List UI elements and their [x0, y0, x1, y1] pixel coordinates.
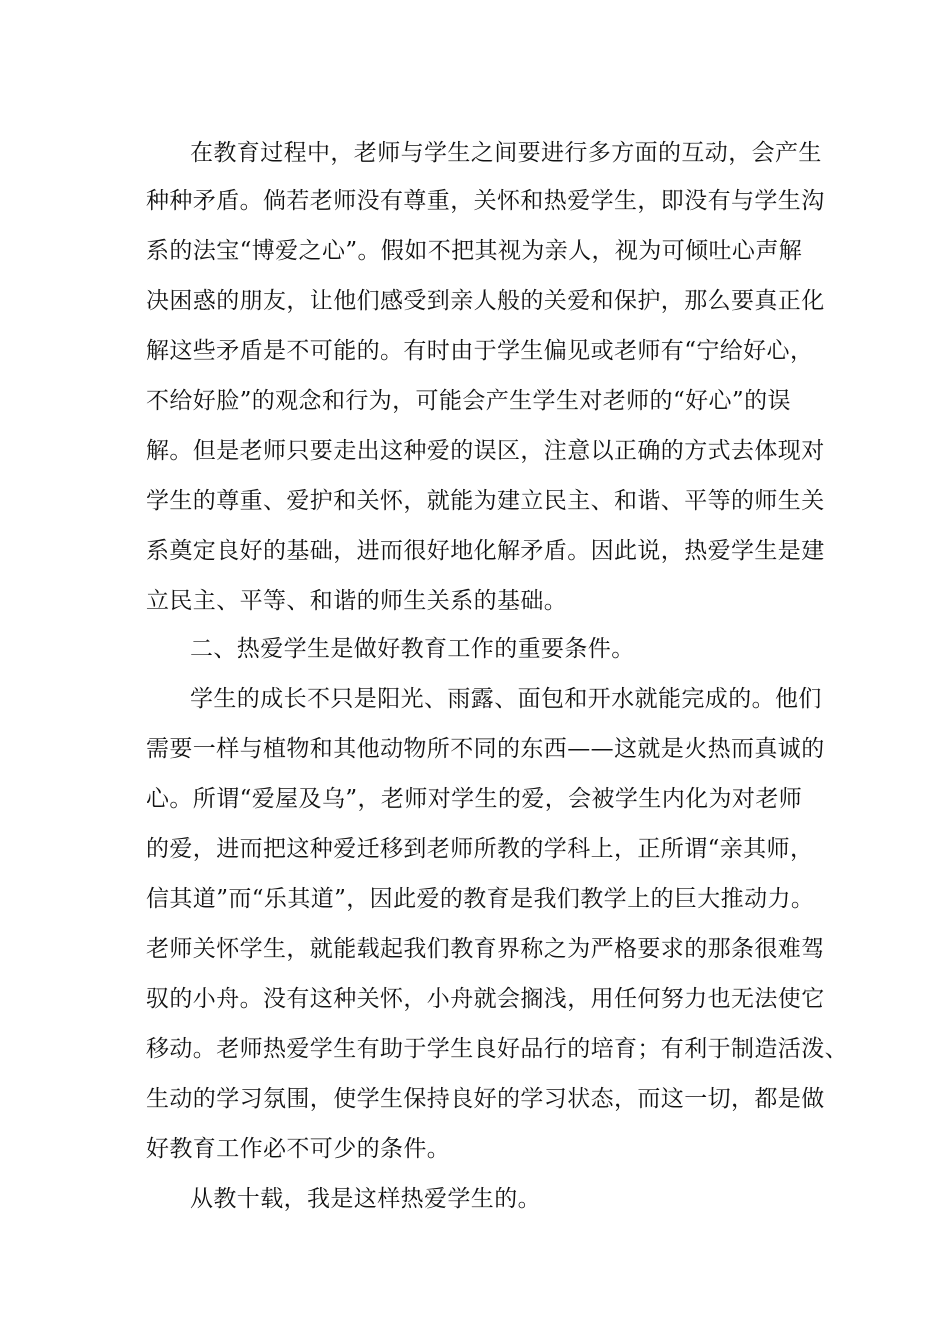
paragraph-2-line-5: 信其道”而“乐其道”，因此爱的教育是我们教学上的巨大推动力。 — [146, 886, 815, 912]
paragraph-1-line-4: 决困惑的朋友，让他们感受到亲人般的关爱和保护，那么要真正化 — [146, 288, 825, 314]
paragraph-1-line-6: 不给好脸”的观念和行为，可能会产生学生对老师的“好心”的误 — [146, 388, 791, 414]
paragraph-2-line-9: 生动的学习氛围，使学生保持良好的学习状态，而这一切，都是做 — [146, 1086, 825, 1112]
paragraph-2-line-4: 的爱，进而把这种爱迁移到老师所教的学科上，正所谓“亲其师， — [146, 836, 814, 862]
paragraph-1-line-9: 系奠定良好的基础，进而很好地化解矛盾。因此说，热爱学生是建 — [146, 538, 825, 564]
paragraph-2-line-1: 学生的成长不只是阳光、雨露、面包和开水就能完成的。他们 — [190, 686, 822, 712]
paragraph-1-line-8: 学生的尊重、爱护和关怀，就能为建立民主、和谐、平等的师生关 — [146, 488, 825, 514]
paragraph-1-line-10: 立民主、平等、和谐的师生关系的基础。 — [146, 588, 568, 614]
paragraph-1-line-5: 解这些矛盾是不可能的。有时由于学生偏见或老师有“宁给好心， — [146, 338, 814, 364]
paragraph-2-line-2: 需要一样与植物和其他动物所不同的东西——这就是火热而真诚的 — [146, 736, 825, 762]
paragraph-1-line-1: 在教育过程中，老师与学生之间要进行多方面的互动，会产生 — [190, 140, 822, 166]
paragraph-2-line-8: 移动。老师热爱学生有助于学生良好品行的培育；有利于制造活泼、 — [146, 1036, 848, 1062]
paragraph-1-line-7: 解。但是老师只要走出这种爱的误区，注意以正确的方式去体现对 — [146, 438, 825, 464]
closing-line: 从教十载，我是这样热爱学生的。 — [190, 1186, 541, 1212]
paragraph-1-line-3: 系的法宝“博爱之心”。假如不把其视为亲人，视为可倾吐心声解 — [146, 238, 803, 264]
paragraph-2-line-10: 好教育工作必不可少的条件。 — [146, 1136, 451, 1162]
paragraph-2-line-6: 老师关怀学生，就能载起我们教育界称之为严格要求的那条很难驾 — [146, 936, 825, 962]
paragraph-2-line-7: 驭的小舟。没有这种关怀，小舟就会搁浅，用任何努力也无法使它 — [146, 986, 825, 1012]
section-heading: 二、热爱学生是做好教育工作的重要条件。 — [190, 636, 635, 662]
paragraph-2-line-3: 心。所谓“爱屋及乌”，老师对学生的爱，会被学生内化为对老师 — [146, 786, 803, 812]
paragraph-1-line-2: 种种矛盾。倘若老师没有尊重，关怀和热爱学生，即没有与学生沟 — [146, 188, 825, 214]
